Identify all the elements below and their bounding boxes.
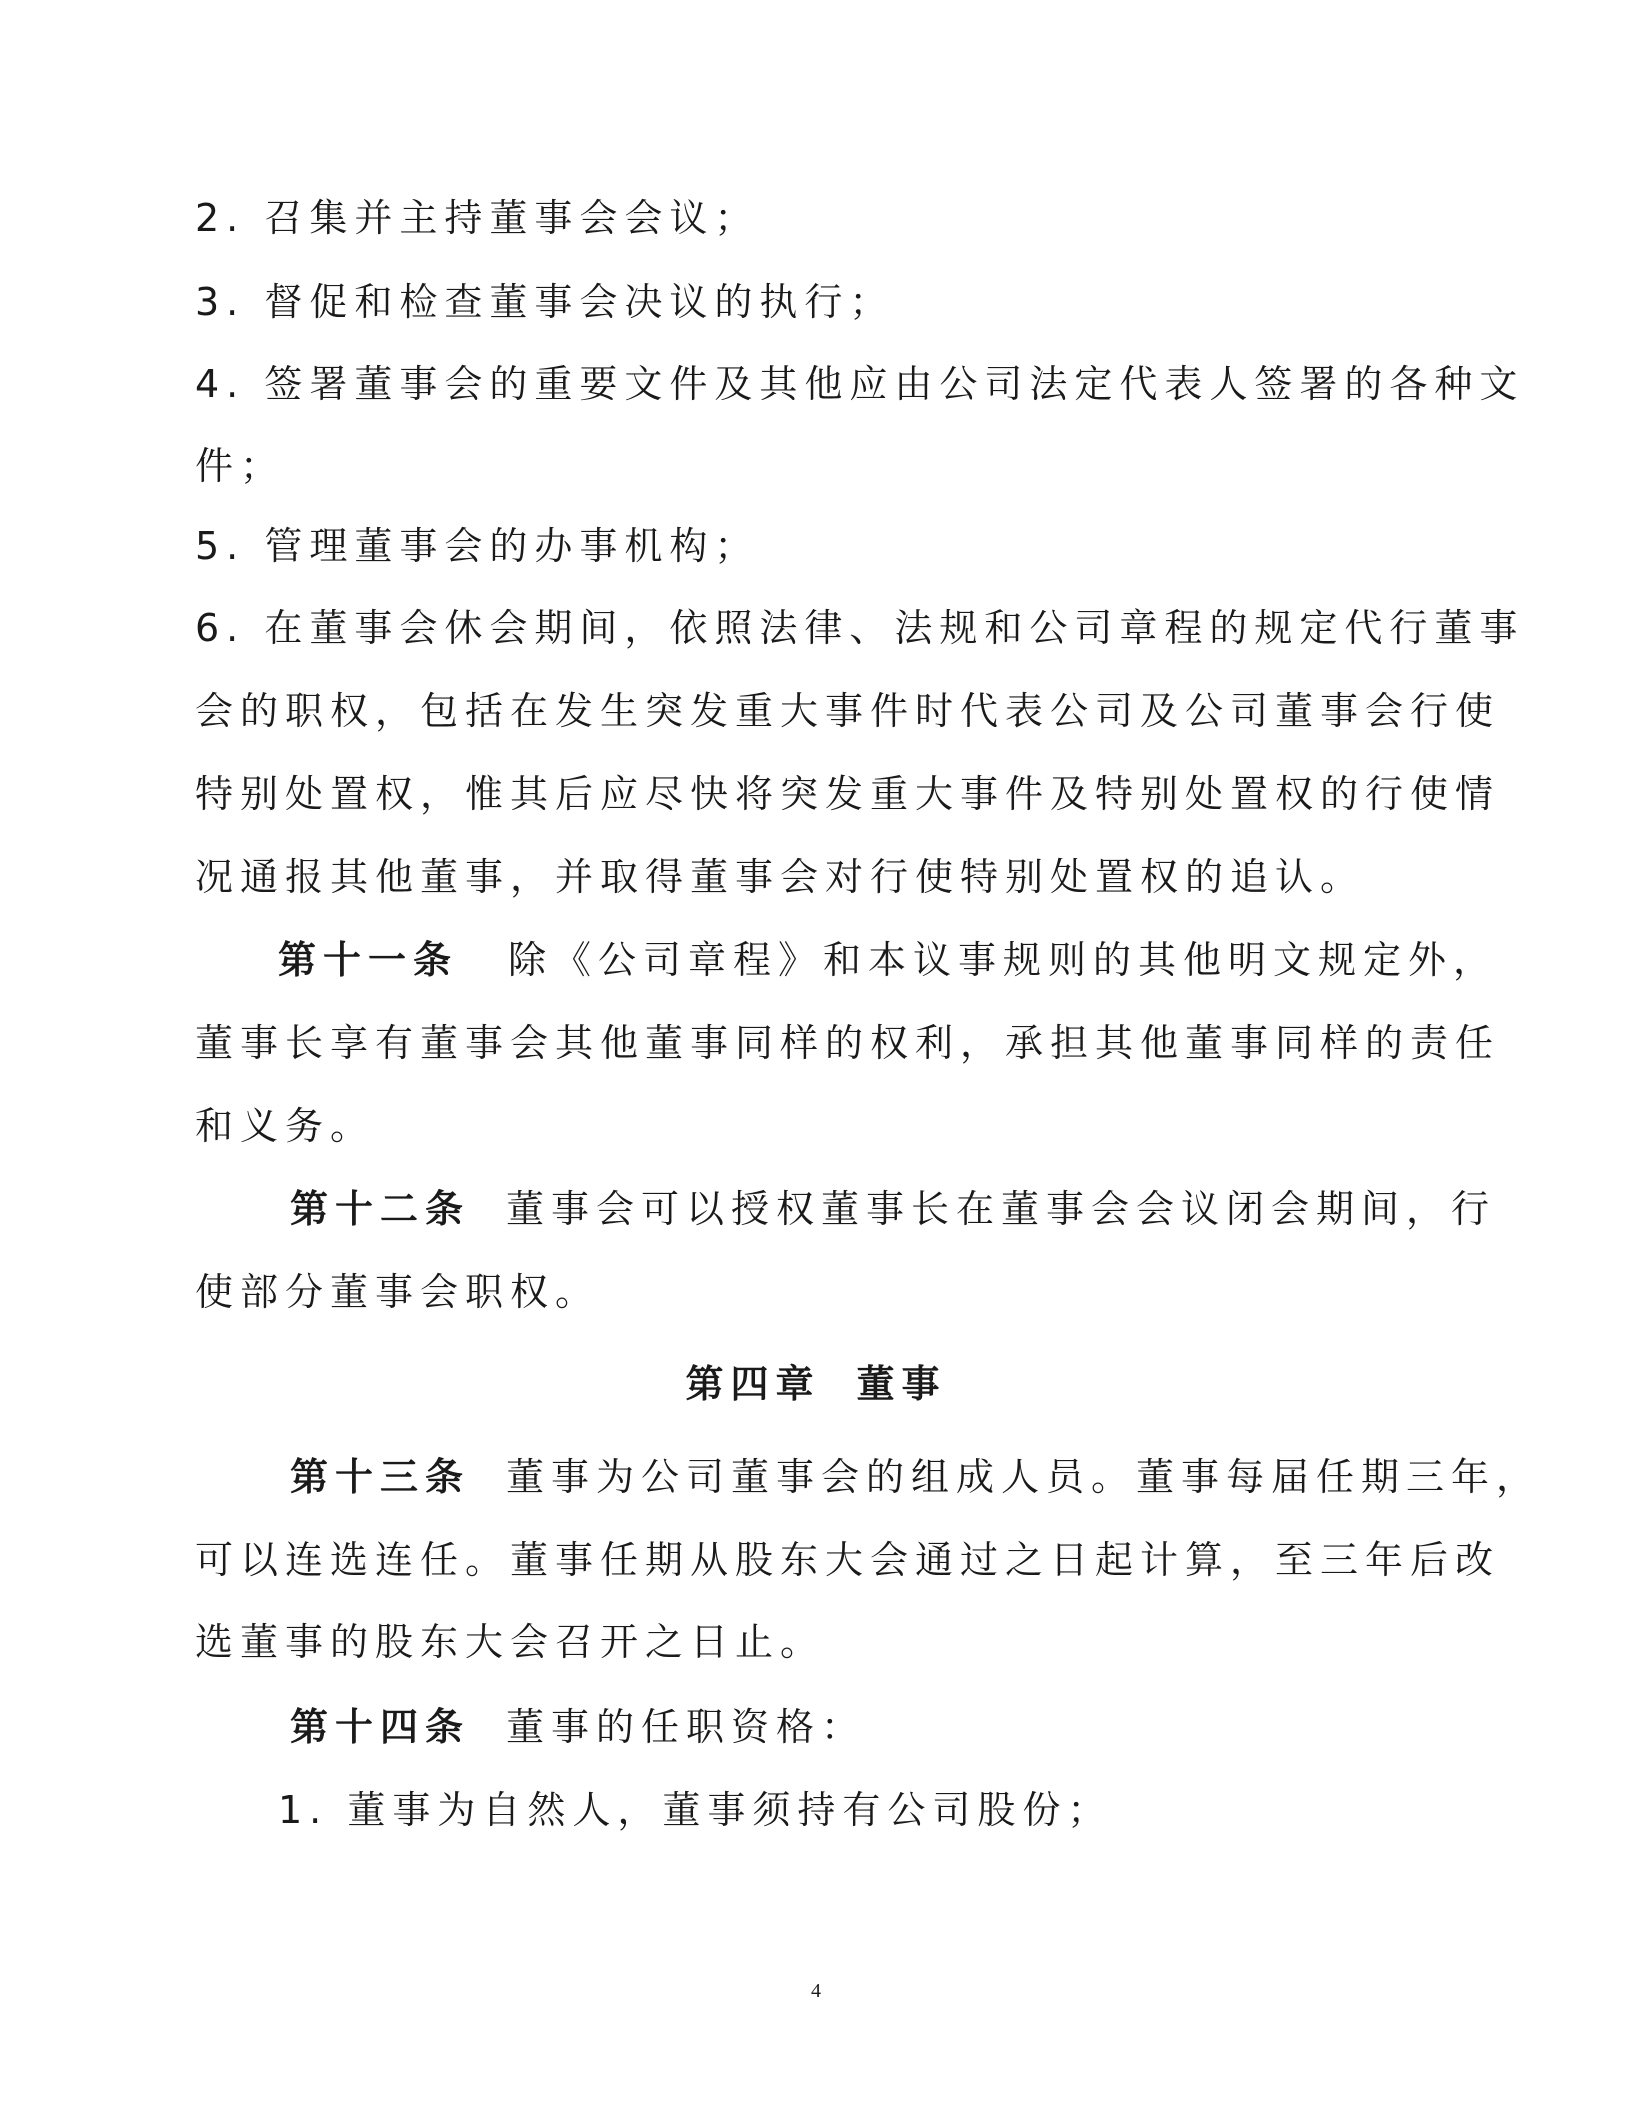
article-12-heading: 第十二条 <box>290 1187 471 1231</box>
article-13-heading: 第十三条 <box>290 1455 471 1499</box>
article-11-line-2: 董事长享有董事会其他董事同样的权利，承担其他董事同样的责任 <box>195 1021 1501 1065</box>
article-14-heading: 第十四条 <box>290 1705 471 1749</box>
list-item-2: 2. 召集并主持董事会会议； <box>195 196 760 240</box>
list-item-5: 5. 管理董事会的办事机构； <box>195 524 760 568</box>
list-item-6-line-2: 会的职权，包括在发生突发重大事件时代表公司及公司董事会行使 <box>195 689 1501 733</box>
article-11-text: 除《公司章程》和本议事规则的其他明文规定外， <box>508 938 1499 982</box>
article-14-line-1 <box>290 1703 866 1751</box>
list-item-3: 3. 督促和检查董事会决议的执行； <box>195 280 895 324</box>
article-11-line-1 <box>278 936 1498 984</box>
article-14-text: 董事的任职资格： <box>506 1705 867 1749</box>
chapter-heading <box>0 1360 1632 1408</box>
article-13-line-2: 可以连选连任。董事任期从股东大会通过之日起计算，至三年后改 <box>195 1538 1501 1582</box>
article-11-heading: 第十一条 <box>278 938 459 982</box>
list-item-4-line-1: 4. 签署董事会的重要文件及其他应由公司法定代表人签署的各种文 <box>195 362 1525 406</box>
article-14-item-1: 1. 董事为自然人，董事须持有公司股份； <box>278 1788 1113 1832</box>
article-12-line-2: 使部分董事会职权。 <box>195 1270 601 1314</box>
chapter-number: 第四章 <box>685 1362 821 1406</box>
list-item-6-line-1: 6. 在董事会休会期间，依照法律、法规和公司章程的规定代行董事 <box>195 606 1525 650</box>
page-number: 4 <box>811 1980 821 2002</box>
list-item-6-line-3: 特别处置权，惟其后应尽快将突发重大事件及特别处置权的行使情 <box>195 772 1501 816</box>
article-13-line-3: 选董事的股东大会召开之日止。 <box>195 1620 826 1664</box>
article-12-line-1 <box>290 1185 1496 1233</box>
list-item-6-line-4: 况通报其他董事，并取得董事会对行使特别处置权的追认。 <box>195 855 1366 899</box>
article-13-text: 董事为公司董事会的组成人员。董事每届任期三年， <box>506 1455 1542 1499</box>
chapter-name: 董事 <box>856 1362 947 1406</box>
article-11-line-3: 和义务。 <box>195 1104 376 1148</box>
article-12-text: 董事会可以授权董事长在董事会会议闭会期间，行 <box>506 1187 1497 1231</box>
list-item-4-line-2: 件； <box>195 444 286 488</box>
article-13-line-1 <box>290 1453 1541 1501</box>
